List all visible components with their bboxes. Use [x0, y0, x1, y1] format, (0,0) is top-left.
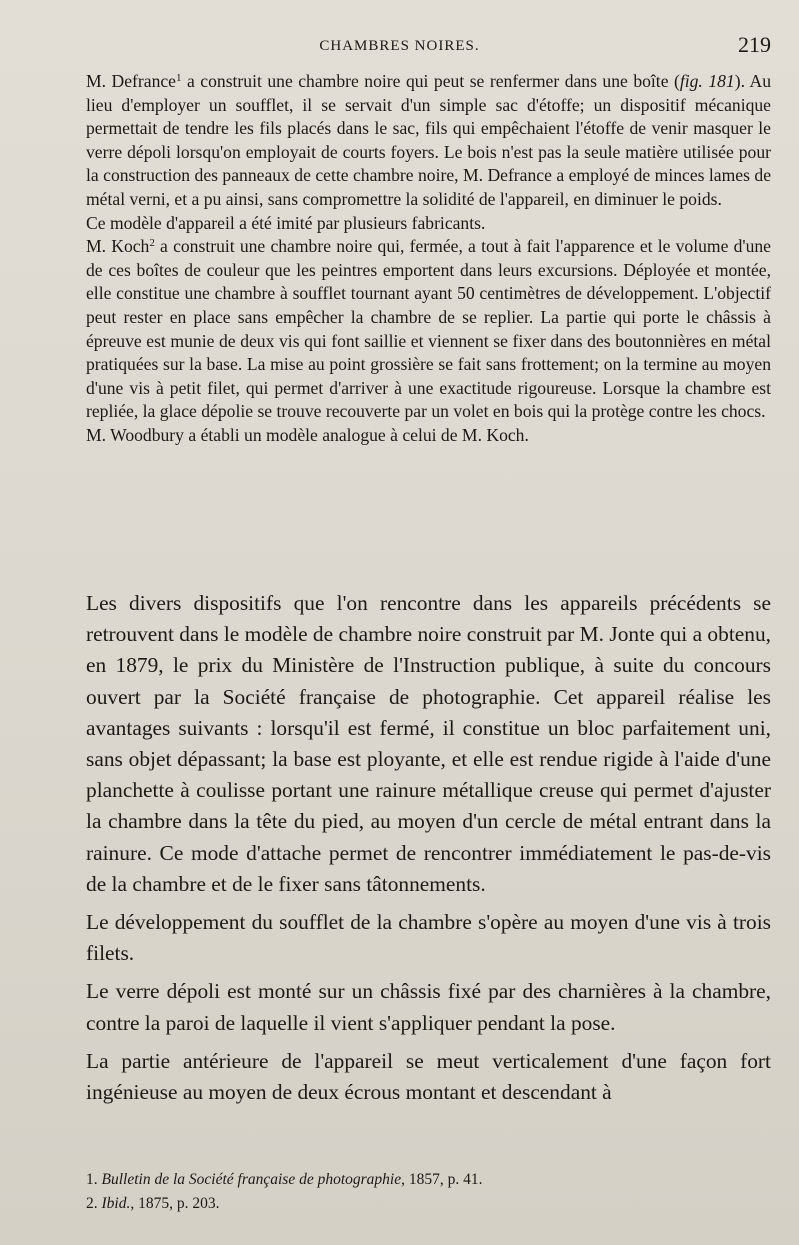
page-header: [0, 32, 799, 62]
paragraph-partie-anterieure: La partie antérieure de l'appareil se meut verticalement d'une façon fort ingénieuse au moyen de deux écrous montant et descendant à: [86, 1048, 771, 1105]
footnote-text: , 1875, p. 203.: [130, 1195, 220, 1212]
footnote-text: , 1857, p. 41.: [401, 1171, 483, 1188]
paragraph-text: M. Defrance: [86, 71, 176, 91]
main-print-section: [86, 588, 771, 1115]
footnote-number: 1.: [86, 1171, 98, 1188]
small-print-section: [86, 70, 771, 448]
footnote-source: Ibid.: [101, 1195, 131, 1212]
page-number: 219: [738, 32, 771, 57]
footnote-1: [86, 1168, 771, 1192]
footnote-source: Bulletin de la Société française de photographie: [101, 1171, 402, 1188]
paragraph-text: M. Koch: [86, 236, 150, 257]
paragraph-defrance: [86, 70, 771, 212]
footnote-number: 2.: [86, 1195, 98, 1212]
paragraph-jonte: Les divers dispositifs que l'on rencontre dans les appareils précédents se retrouvent dans le modèle de chambre noire construit par M. Jonte qui a obtenu, en 1879, le prix du Ministère de l'Instruction publique, à suite du concours ouvert par la Société française de photographie. Cet appareil réalise les avantages suivants : lorsqu'il est fermé, il constitue un bloc parfaitement uni, sans objet dépassant; la base est ployante, et elle est rendue rigide à l'aide d'une planchette à coulisse portant une rainure métallique creuse qui permet d'ajuster la chambre dans la tête du pied, au moyen d'un cercle de métal entrant dans la rainure. Ce mode d'attache permet de rencontrer immédiatement le pas-de-vis de la chambre et de le fixer sans tâtonnements.: [86, 591, 771, 896]
running-title: CHAMBRES NOIRES.: [319, 38, 480, 54]
footnotes: [86, 1168, 771, 1216]
footnote-ref: 2: [149, 237, 155, 250]
paragraph-imitation: Ce modèle d'appareil a été imité par plusieurs fabricants.: [86, 212, 486, 233]
paragraph-text: a construit une chambre noire qui peut se renfermer dans une boîte (: [181, 71, 680, 91]
paragraph-woodbury: M. Woodbury a établi un modèle analogue à celui de M. Koch.: [86, 424, 529, 445]
paragraph-soufflet: Le développement du soufflet de la chambre s'opère au moyen d'une vis à trois filets.: [86, 910, 771, 966]
figure-ref: fig. 181: [679, 71, 735, 91]
paragraph-text: a construit une chambre noire qui, fermée, a tout à fait l'apparence et le volume d'une de ces boîtes de couleur que les peintres emportent dans leurs excursions. Déployée et montée, elle constitue une chambre à soufflet tournant ayant 50 centimètres de développement. L'objectif peut rester en place sans empêcher la chambre de se replier. La partie qui porte le châssis à épreuve est munie de deux vis qui font saillie et viennent se fixer dans des boutonnières en métal pratiquées sur la base. La mise au point grossière se fait sans frottement; on la termine au moyen d'une vis à petit filet, qui permet d'arriver à une exactitude rigoureuse. Lorsque la chambre est repliée, la glace dépolie se trouve recouverte par un volet en bois qui la protège contre les chocs.: [86, 236, 771, 422]
footnote-2: [86, 1192, 771, 1216]
paragraph-text: ). Au lieu d'employer un soufflet, il se servait d'un simple sac d'étoffe; un dispositif mécanique permettait de tendre les fils placés dans le sac, fils qui empêchaient l'étoffe de venir masquer le verre dépoli lorsqu'on employait de courts foyers. Le bois n'est pas la seule matière utilisée pour la construction des panneaux de cette chambre noire, M. Defrance a employé de minces lames de métal verni, et a pu ainsi, sans compromettre la solidité de l'appareil, en diminuer le poids.: [86, 71, 771, 209]
paragraph-koch: [86, 235, 771, 424]
footnote-ref: 1: [176, 72, 182, 84]
paragraph-verre-depoli: Le verre dépoli est monté sur un châssis fixé par des charnières à la chambre, contre la paroi de laquelle il vient s'appliquer pendant la pose.: [86, 979, 771, 1035]
